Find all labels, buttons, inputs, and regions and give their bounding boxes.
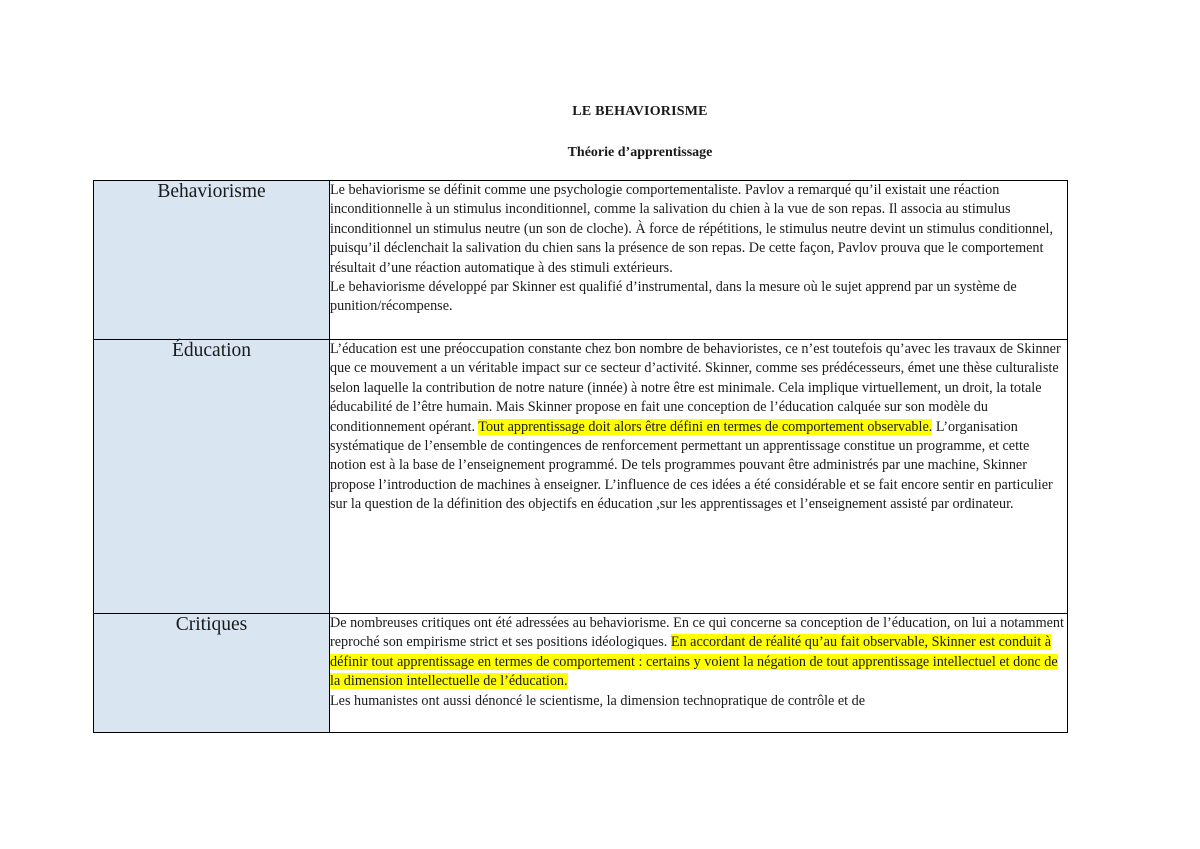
table-row-behaviorisme [94,181,1068,340]
document-subtitle: Théorie d’apprentissage [567,145,713,160]
row-label-education [94,340,330,614]
critiques-highlighted-text: En accordant de réalité qu’au fait observable, Skinner est conduit à définir tout apprentissage en termes de comportement : certains y voient la négation de tout apprentissage intellectuel et donc de la dimension intellectuelle de l’éducation. [330,634,1058,690]
paragraph-humanistes: Les humanistes ont aussi dénoncé le scientisme, la dimension technopratique de contrôle et de [330,692,866,709]
behaviorism-table [93,180,1068,733]
row-content-critiques [330,614,1068,733]
row-label-critiques [94,614,330,733]
row-label-text: Behaviorisme [157,181,266,202]
row-content-education [330,340,1068,614]
row-label-text: Éducation [171,340,252,361]
row-content-behaviorisme [330,181,1068,340]
row-label-text: Critiques [175,614,248,635]
education-text-after: L’organisation systématique de l’ensemble de contingences de renforcement permettant un apprentissage constitue un programme, et cette notion est à la base de l’enseignement programmé. De tels programmes pouvant être administrés par une machine, Skinner propose l’introduction de machines à enseigner. L’influence de ces idées a été considérable et se fait encore sentir en particulier sur la question de la définition des objectifs en éducation ,sur les apprentissages et l’enseignement assisté par ordinateur. [330,418,1053,513]
row-label-behaviorisme [94,181,330,340]
document-title: LE BEHAVIORISME [572,104,708,119]
paragraph-pavlov: Le behaviorisme se définit comme une psychologie comportementaliste. Pavlov a remarqué qu’il existait une réaction inconditionnelle à un stimulus inconditionnel, comme la salivation du chien à la vue de son repas. Il associa au stimulus inconditionnel un stimulus neutre (un son de cloche). À force de répétitions, le stimulus neutre devint un stimulus conditionnel, puisqu’il déclenchait la salivation du chien sans la présence de son repas. De cette façon, Pavlov prouva que le comportement résultait d’une réaction automatique à des stimuli extérieurs. [330,182,1054,276]
table-row-education [94,340,1068,614]
education-highlighted-text: Tout apprentissage doit alors être défini en termes de comportement observable. [478,418,933,435]
table-row-critiques [94,614,1068,733]
education-text-before: L’éducation est une préoccupation constante chez bon nombre de behavioristes, ce n’est toutefois qu’avec les travaux de Skinner que ce mouvement a un véritable impact sur ce secteur d’activité. Skinner, comme ses prédécesseurs, émet une thèse culturaliste selon laquelle la contribution de notre nature (innée) à notre être est minimale. Cela implique virtuellement, un droit, la totale éducabilité de l’être humain. Mais Skinner propose en fait une conception de l’éducation calquée sur son modèle du conditionnement opérant. [330,341,1061,435]
critiques-text-before: De nombreuses critiques ont été adressées au behaviorisme. En ce qui concerne sa conception de l’éducation, on lui a notamment reproché son empirisme strict et ses positions idéologiques. [330,615,1064,651]
paragraph-skinner: Le behaviorisme développé par Skinner est qualifié d’instrumental, dans la mesure où le sujet apprend par un système de punition/récompense. [330,279,1017,315]
